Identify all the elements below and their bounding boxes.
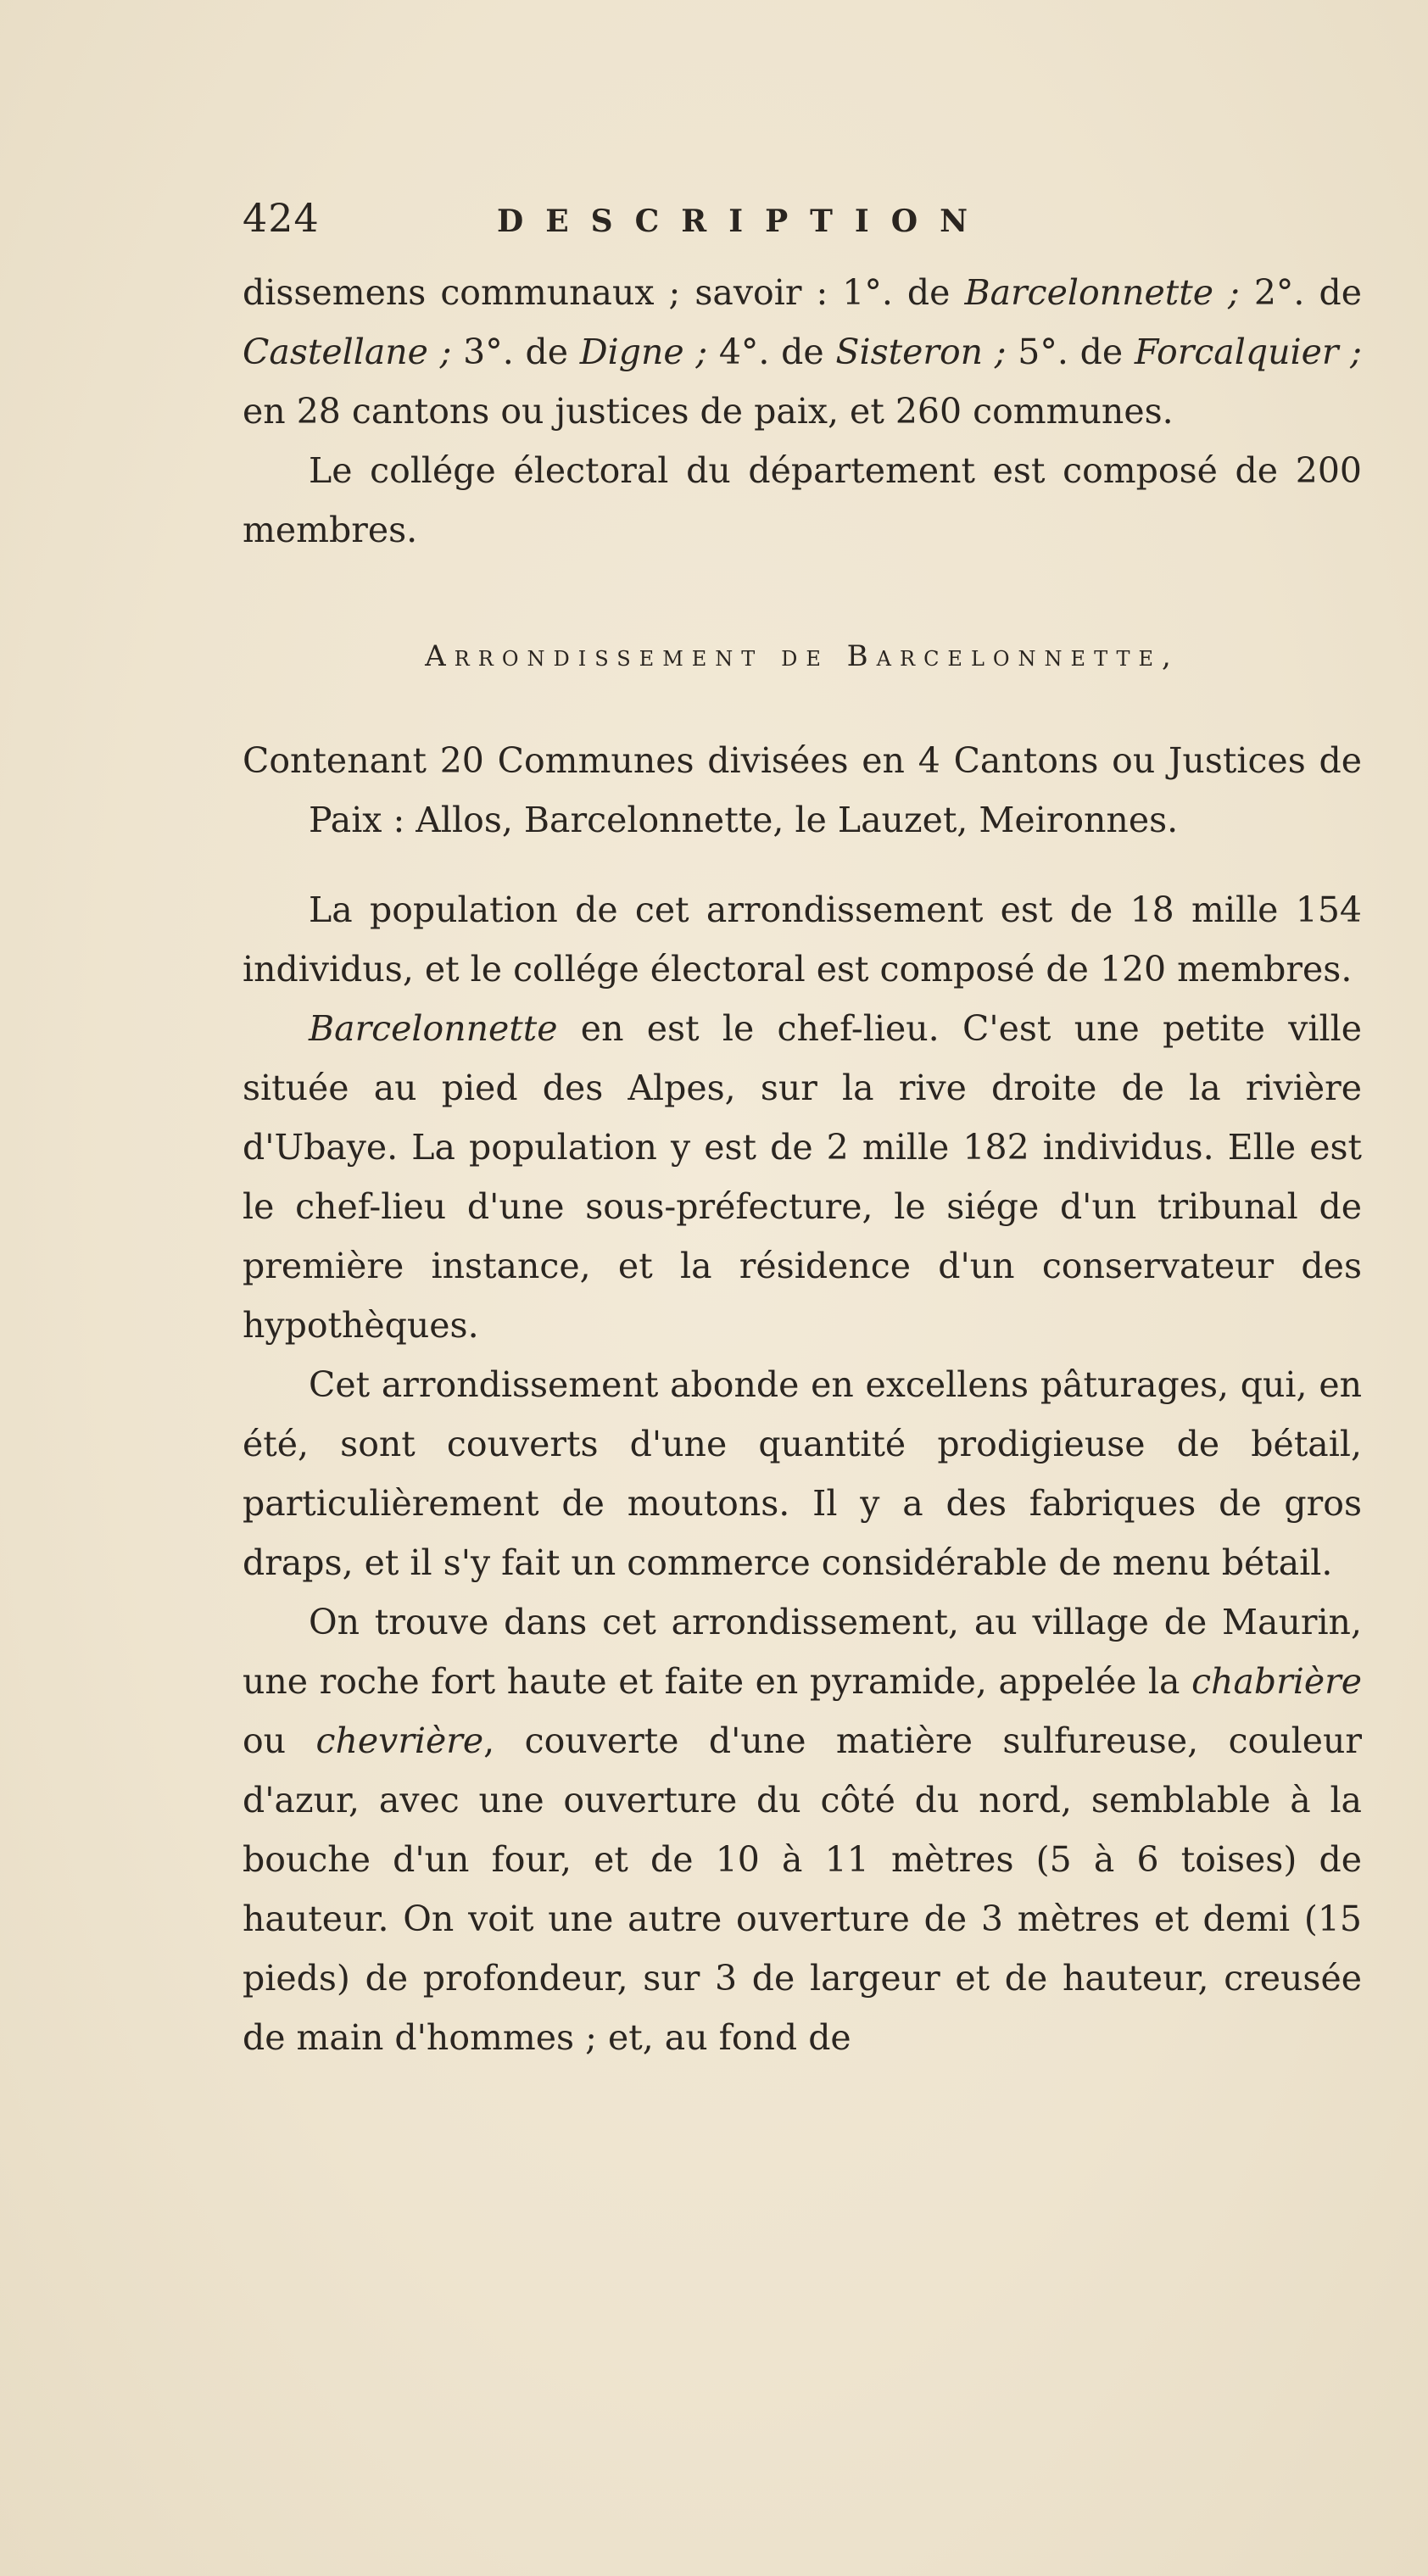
paragraph-chabriere: On trouve dans cet arrondissement, au village de Maurin, une roche fort haute et faite en pyramide, appelée la chabrière ou chevrière, couverte d'une matière sulfureuse, couleur d'azur, avec une ouverture du côté du nord, semblable à la bouche d'un four, et de 10 à 11 mètres (5 à 6 toises) de hauteur. On voit une autre ouverture de 3 mètres et demi (15 pieds) de profondeur, sur 3 de largeur et de hauteur, creusée de main d'hommes ; et, au fond de xyxy=(243,1602,1362,2058)
paragraph-population: La population de cet arrondissement est de 18 mille 154 individus, et le collége électoral est composé de 120 membres. xyxy=(243,889,1362,990)
paragraph-pastures: Cet arrondissement abonde en excellens pâturages, qui, en été, sont couverts d'une quantité prodigieuse de bétail, particulièrement de moutons. Il y a des fabriques de gros draps, et il s'y fait un commerce considérable de menu bétail. xyxy=(243,1364,1362,1583)
paragraph-electoral-college: Le collége électoral du département est composé de 200 membres. xyxy=(243,450,1362,550)
running-head xyxy=(243,195,1362,263)
section-heading: Arrondissement de Barcelonnette, xyxy=(425,639,1180,673)
paragraph-barcelonnette: Barcelonnette en est le chef-lieu. C'est une petite ville située au pied des Alpes, sur la rive droite de la rivière d'Ubaye. La population y est de 2 mille 182 individus. Elle est le chef-lieu d'une sous-préfecture, le siége d'un tribunal de première instance, et la résidence d'un conservateur des hypothèques. xyxy=(243,1008,1362,1346)
running-title: DESCRIPTION xyxy=(497,204,990,239)
paragraph-districts: dissemens communaux ; savoir : 1°. de Barcelonnette ; 2°. de Castellane ; 3°. de Digne ; 4°. de Sisteron ; 5°. de Forcalquier ; en 28 cantons ou justices de paix, et 260 communes. xyxy=(243,272,1362,432)
page-number: 424 xyxy=(243,195,320,241)
paragraph-communes: Contenant 20 Communes divisées en 4 Cantons ou Justices de Paix : Allos, Barcelonnette, le Lauzet, Meironnes. xyxy=(243,740,1362,840)
book-page xyxy=(243,195,1362,2067)
